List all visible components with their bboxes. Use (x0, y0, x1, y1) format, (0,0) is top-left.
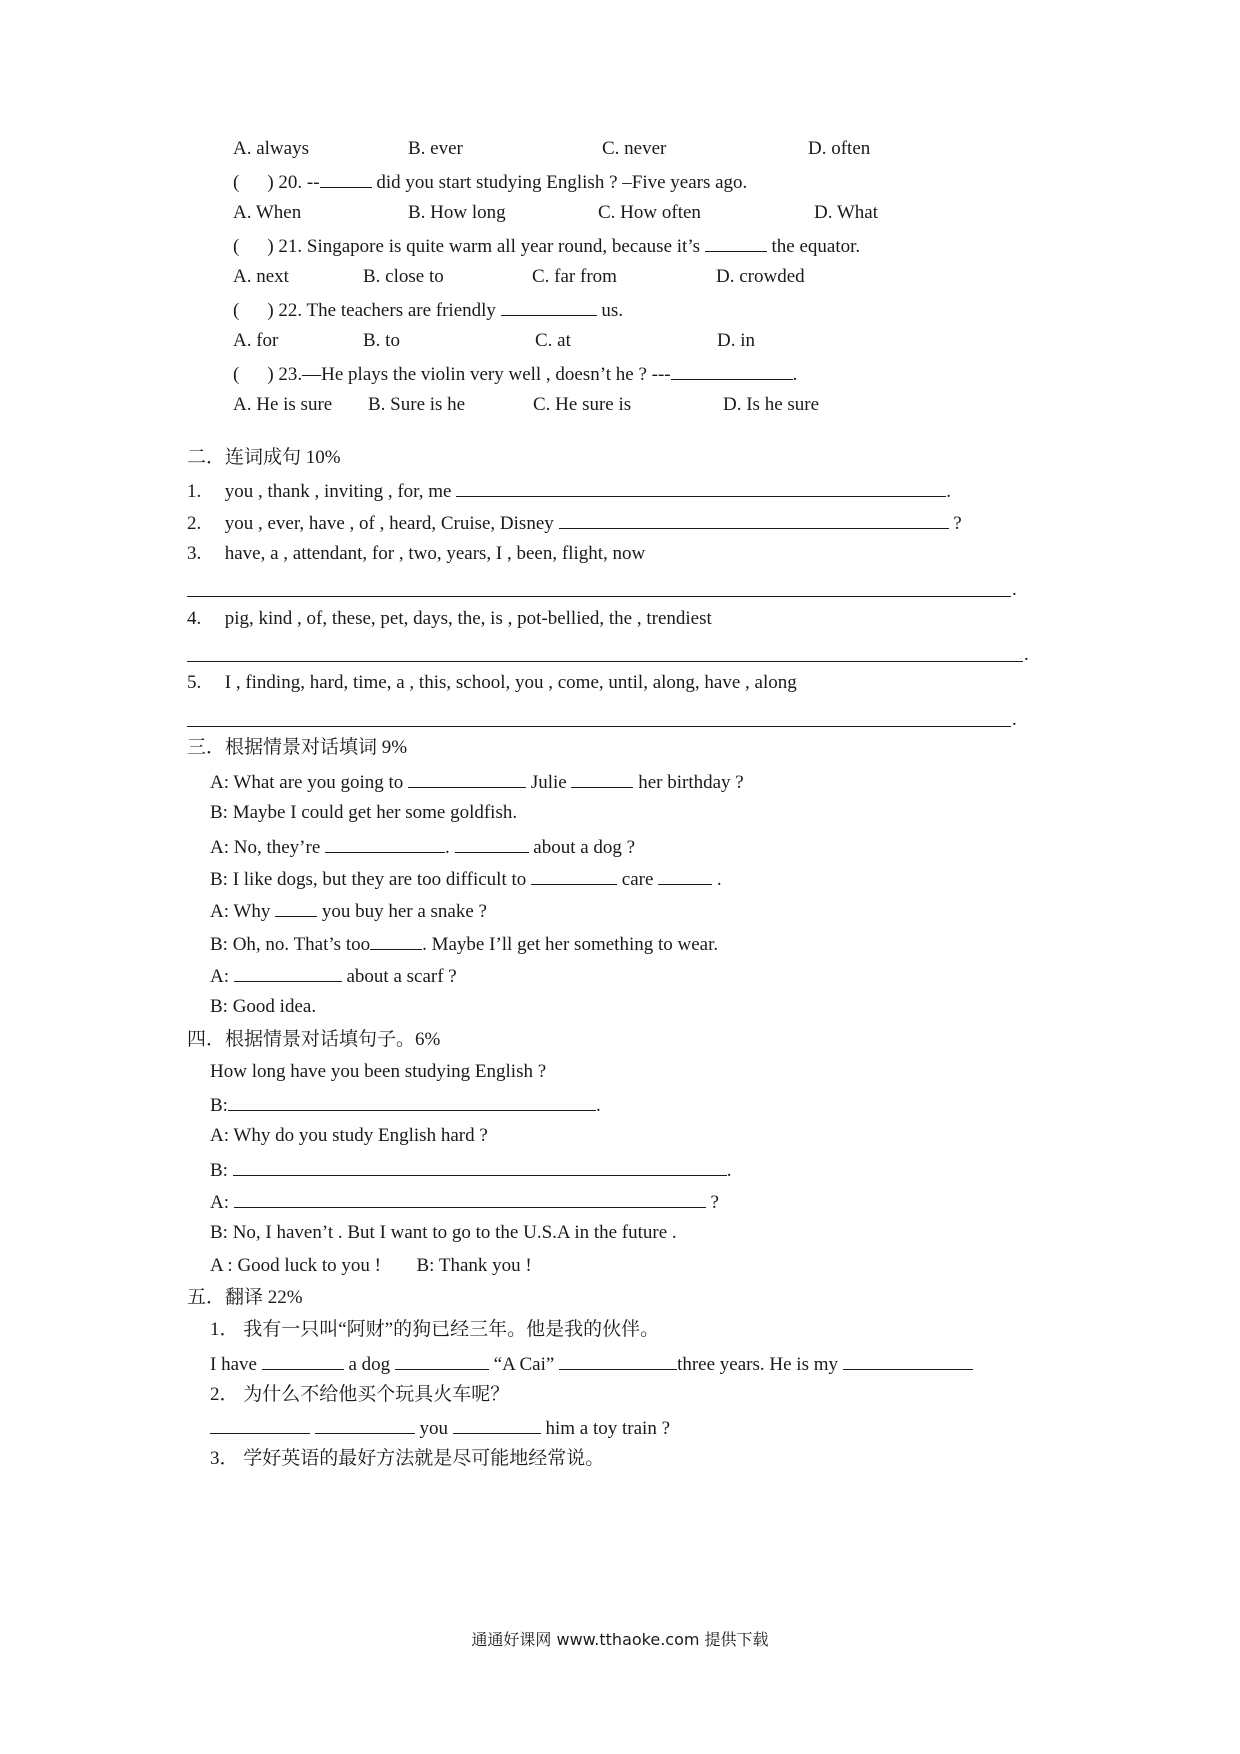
dialogue-text: A: What are you going to (210, 772, 404, 793)
dialogue-text: A: (210, 1192, 229, 1213)
dialogue-text: A: (210, 966, 229, 987)
translation-answer (210, 1415, 670, 1441)
answer-blank[interactable] (210, 1415, 310, 1434)
question-22 (233, 297, 623, 323)
answer-blank[interactable] (559, 1351, 677, 1370)
answer-text: I have (210, 1354, 257, 1375)
dialogue-text: Julie (530, 772, 567, 793)
section-heading-3: 三．根据情景对话填词 9% (187, 737, 408, 758)
dialogue-line (210, 866, 722, 892)
option-a: A. When (233, 202, 302, 223)
dialogue-line: A: Why do you study English hard ? (210, 1125, 488, 1146)
answer-blank[interactable] (234, 963, 342, 982)
option-a: A. always (233, 138, 309, 159)
dialogue-line (210, 931, 718, 957)
option-b: B. close to (363, 266, 444, 287)
dialogue-line (210, 1157, 731, 1183)
question-text-rest: us. (601, 300, 624, 321)
question-23 (233, 361, 797, 387)
dialogue-text: ? (710, 1192, 719, 1213)
option-d: D. crowded (716, 266, 805, 287)
answer-paren: ( (233, 236, 240, 257)
item-end: ? (953, 513, 962, 534)
item-number: 4. (187, 608, 202, 629)
answer-text: you (419, 1418, 448, 1439)
answer-blank[interactable] (275, 898, 317, 917)
item-number: 2. (187, 513, 202, 534)
item-end: . (946, 481, 951, 502)
option-c: C. He sure is (533, 394, 632, 415)
item-words: have, a , attendant, for , two, years, I , been, flight, now (224, 543, 646, 564)
section-heading-4: 四．根据情景对话填句子。6% (187, 1029, 441, 1050)
answer-blank[interactable] (531, 866, 617, 885)
dialogue-text: B: (210, 1160, 228, 1181)
question-20 (233, 169, 747, 195)
dialogue-text: care (621, 869, 654, 890)
dialogue-line: B: Maybe I could get her some goldfish. (210, 802, 518, 823)
dialogue-line (210, 834, 635, 860)
question-text-rest: . (792, 364, 798, 385)
option-d: D. in (717, 330, 755, 351)
item-words: you , thank , inviting , for, me (224, 481, 452, 502)
option-b: B. Sure is he (368, 394, 466, 415)
dialogue-line (210, 769, 744, 795)
dialogue-line (210, 1189, 719, 1215)
dialogue-text: about a dog ? (533, 837, 636, 858)
answer-line[interactable] (228, 1092, 596, 1111)
item-end: . (1024, 644, 1029, 665)
dialogue-text: A: No, they’re (210, 837, 321, 858)
answer-line[interactable] (233, 1157, 727, 1176)
dialogue-text: . (595, 1095, 601, 1116)
translation-answer (210, 1351, 973, 1377)
dialogue-text: B: (210, 1095, 228, 1116)
item-end: . (1012, 709, 1017, 730)
answer-line[interactable] (234, 1189, 706, 1208)
option-a: A. He is sure (233, 394, 333, 415)
item-number: 1. (187, 481, 202, 502)
answer-line[interactable] (187, 661, 1023, 662)
section-heading-5: 五．翻译 22% (187, 1287, 303, 1308)
answer-blank[interactable] (455, 834, 529, 853)
section-heading-2: 二．连词成句 10% (187, 447, 341, 468)
item-end: . (1012, 579, 1017, 600)
answer-blank[interactable] (325, 834, 445, 853)
translation-prompt: 3． 学好英语的最好方法就是尽可能地经常说。 (210, 1448, 605, 1469)
option-b: B. ever (408, 138, 463, 159)
answer-text: three years. He is my (677, 1354, 838, 1375)
dialogue-line: How long have you been studying English ? (210, 1061, 547, 1082)
dialogue-text: A: Why (210, 901, 271, 922)
answer-line[interactable] (559, 510, 949, 529)
answer-text: him a toy train ? (545, 1418, 671, 1439)
answer-blank[interactable] (395, 1351, 489, 1370)
answer-blank[interactable] (501, 297, 597, 316)
dialogue-line (210, 1254, 532, 1278)
question-text-rest: did you start studying English ? –Five years ago. (371, 172, 748, 193)
dialogue-text: . (726, 1160, 732, 1181)
translation-prompt: 1． 我有一只叫“阿财”的狗已经三年。他是我的伙伴。 (210, 1319, 660, 1340)
list-item (187, 542, 645, 566)
option-c: C. How often (598, 202, 701, 223)
question-text: ) 21. Singapore is quite warm all year round, because it’s (267, 236, 700, 257)
item-number: 5. (187, 672, 202, 693)
item-words: you , ever, have , of , heard, Cruise, Disney (224, 513, 554, 534)
dialogue-text: her birthday ? (638, 772, 744, 793)
dialogue-text: B: Thank you ! (416, 1255, 532, 1276)
answer-line[interactable] (187, 726, 1011, 727)
dialogue-line: B: No, I haven’t . But I want to go to the U.S.A in the future . (210, 1222, 677, 1243)
answer-paren: ( (233, 300, 240, 321)
option-b: B. How long (408, 202, 506, 223)
question-text: ) 23.—He plays the violin very well , doesn’t he ? --- (267, 364, 671, 385)
question-text: ) 22. The teachers are friendly (267, 300, 496, 321)
item-number: 3. (187, 543, 202, 564)
dialogue-text: you buy her a snake ? (321, 901, 487, 922)
dialogue-text: about a scarf ? (346, 966, 457, 987)
answer-paren: ( (233, 172, 240, 193)
dialogue-text: . Maybe I’ll get her something to wear. (422, 934, 719, 955)
dialogue-line: B: Good idea. (210, 996, 317, 1017)
answer-blank[interactable] (843, 1351, 973, 1370)
dialogue-text: A : Good luck to you ! (210, 1255, 381, 1276)
option-c: C. far from (532, 266, 617, 287)
dialogue-text: . (445, 837, 450, 858)
answer-blank[interactable] (671, 361, 793, 380)
option-c: C. at (535, 330, 571, 351)
answer-text: “A Cai” (493, 1354, 555, 1375)
answer-blank[interactable] (705, 233, 767, 252)
list-item (187, 671, 797, 695)
answer-blank[interactable] (320, 169, 372, 188)
option-d: D. Is he sure (723, 394, 820, 415)
option-a: A. next (233, 266, 289, 287)
answer-blank[interactable] (658, 866, 712, 885)
option-d: D. often (808, 138, 871, 159)
answer-blank[interactable] (370, 931, 422, 950)
dialogue-text: . (716, 869, 722, 890)
answer-blank[interactable] (315, 1415, 415, 1434)
dialogue-text: B: Oh, no. That’s too (210, 934, 371, 955)
option-d: D. What (814, 202, 879, 223)
question-21 (233, 233, 860, 259)
translation-prompt: 2． 为什么不给他买个玩具火车呢？ (210, 1384, 510, 1405)
option-b: B. to (363, 330, 400, 351)
list-item (187, 478, 951, 504)
question-text: ) 20. -- (267, 172, 320, 193)
item-words: pig, kind , of, these, pet, days, the, is , pot-bellied, the , trendiest (224, 608, 712, 629)
answer-text: a dog (348, 1354, 391, 1375)
answer-blank[interactable] (262, 1351, 326, 1370)
answer-paren: ( (233, 364, 240, 385)
list-item (187, 607, 712, 631)
answer-blank[interactable] (408, 769, 526, 788)
footer-text: 通通好课网 www.tthaoke.com 提供下载 (471, 1630, 769, 1649)
answer-line[interactable] (187, 596, 1011, 597)
list-item (187, 510, 962, 536)
question-text-rest: the equator. (771, 236, 861, 257)
dialogue-line (210, 963, 457, 989)
answer-blank[interactable] (326, 1351, 344, 1370)
item-words: I , finding, hard, time, a , this, school, you , come, until, along, have , along (224, 672, 797, 693)
answer-blank[interactable] (571, 769, 633, 788)
dialogue-line (210, 1092, 601, 1118)
dialogue-text: B: I like dogs, but they are too difficult to (210, 869, 527, 890)
dialogue-line (210, 898, 487, 924)
option-c: C. never (602, 138, 667, 159)
answer-line[interactable] (456, 478, 946, 497)
answer-blank[interactable] (453, 1415, 541, 1434)
option-a: A. for (233, 330, 279, 351)
